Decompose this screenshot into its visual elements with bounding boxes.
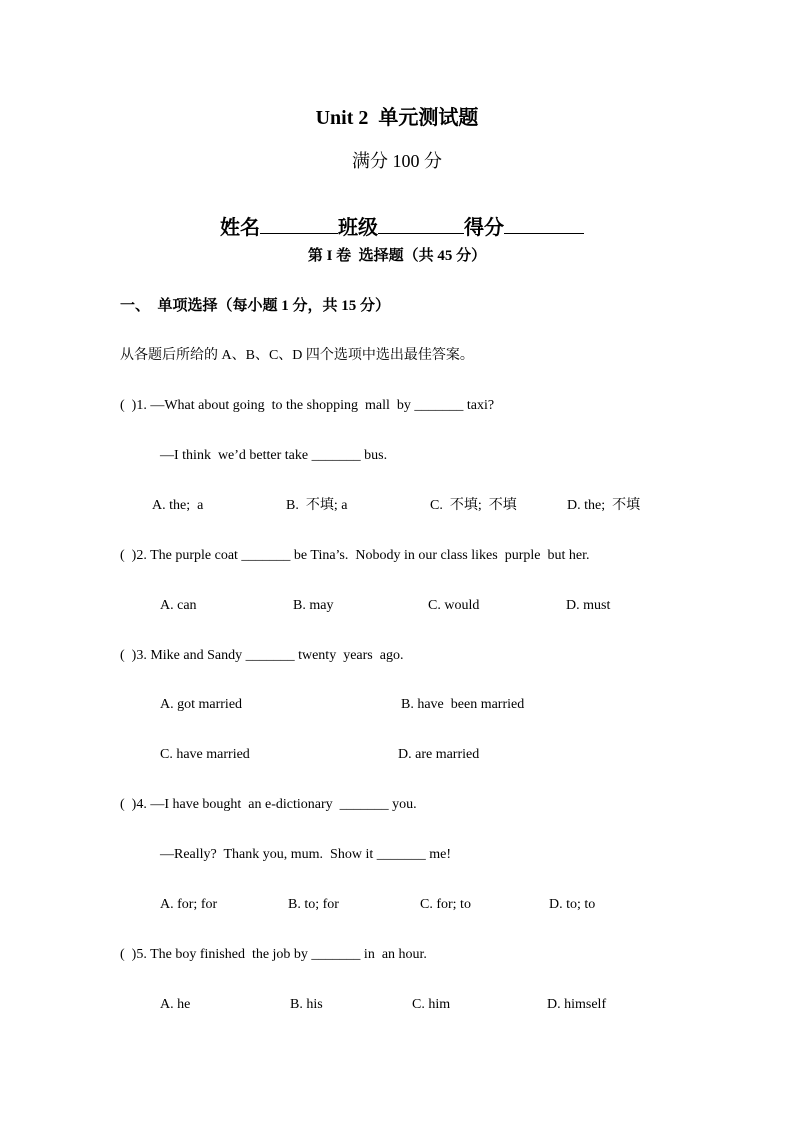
question-4-option-c: C. for; to [420, 897, 471, 912]
score-blank[interactable] [504, 215, 584, 234]
class-label: 班级 [338, 217, 378, 239]
question-4-stem-2: —Really? Thank you, mum. Show it _______ me! [160, 847, 451, 862]
name-blank[interactable] [260, 215, 338, 234]
class-blank[interactable] [378, 215, 464, 234]
section-title: 一、 单项选择（每小题 1 分，共 15 分） [120, 298, 391, 314]
question-4-option-b: B. to; for [288, 897, 339, 912]
question-2-stem: ( )2. The purple coat _______ be Tina’s. Nobody in our class likes purple but her. [120, 548, 590, 563]
student-info-row [0, 189, 794, 241]
question-1-option-b: B. 不填; a [286, 498, 348, 513]
question-1-option-d: D. the; 不填 [567, 498, 641, 513]
question-3-option-c: C. have married [160, 747, 250, 762]
question-3-option-a: A. got married [160, 697, 243, 712]
question-1-stem-2: —I think we’d better take _______ bus. [160, 448, 388, 463]
question-5-stem: ( )5. The boy finished the job by _______ in an hour. [120, 947, 427, 962]
question-5-option-a: A. he [160, 997, 191, 1012]
question-2-option-a: A. can [160, 598, 197, 613]
document-title: Unit 2 单元测试题 [315, 107, 479, 129]
score-label: 得分 [464, 217, 504, 239]
question-2-option-d: D. must [566, 598, 611, 613]
full-score: 满分 100 分 [352, 151, 442, 171]
instruction: 从各题后所给的 A、B、C、D 四个选项中选出最佳答案。 [120, 348, 474, 363]
question-5-option-d: D. himself [547, 997, 607, 1012]
question-1-stem: ( )1. —What about going to the shopping mall by _______ taxi? [120, 398, 495, 413]
question-5-option-b: B. his [290, 997, 323, 1012]
name-label: 姓名 [220, 217, 260, 239]
question-3-option-b: B. have been married [401, 697, 525, 712]
question-4-option-d: D. to; to [549, 897, 596, 912]
question-1-option-a: A. the; a [152, 498, 204, 513]
question-2-option-b: B. may [293, 598, 334, 613]
question-4-option-a: A. for; for [160, 897, 218, 912]
question-3-stem: ( )3. Mike and Sandy _______ twenty years ago. [120, 648, 404, 663]
question-4-stem: ( )4. —I have bought an e-dictionary _______ you. [120, 797, 417, 812]
part-heading: 第 I 卷 选择题（共 45 分） [307, 248, 487, 264]
question-2-option-c: C. would [428, 598, 480, 613]
question-5-option-c: C. him [412, 997, 451, 1012]
question-3-option-d: D. are married [398, 747, 480, 762]
question-1-option-c: C. 不填; 不填 [430, 498, 517, 513]
